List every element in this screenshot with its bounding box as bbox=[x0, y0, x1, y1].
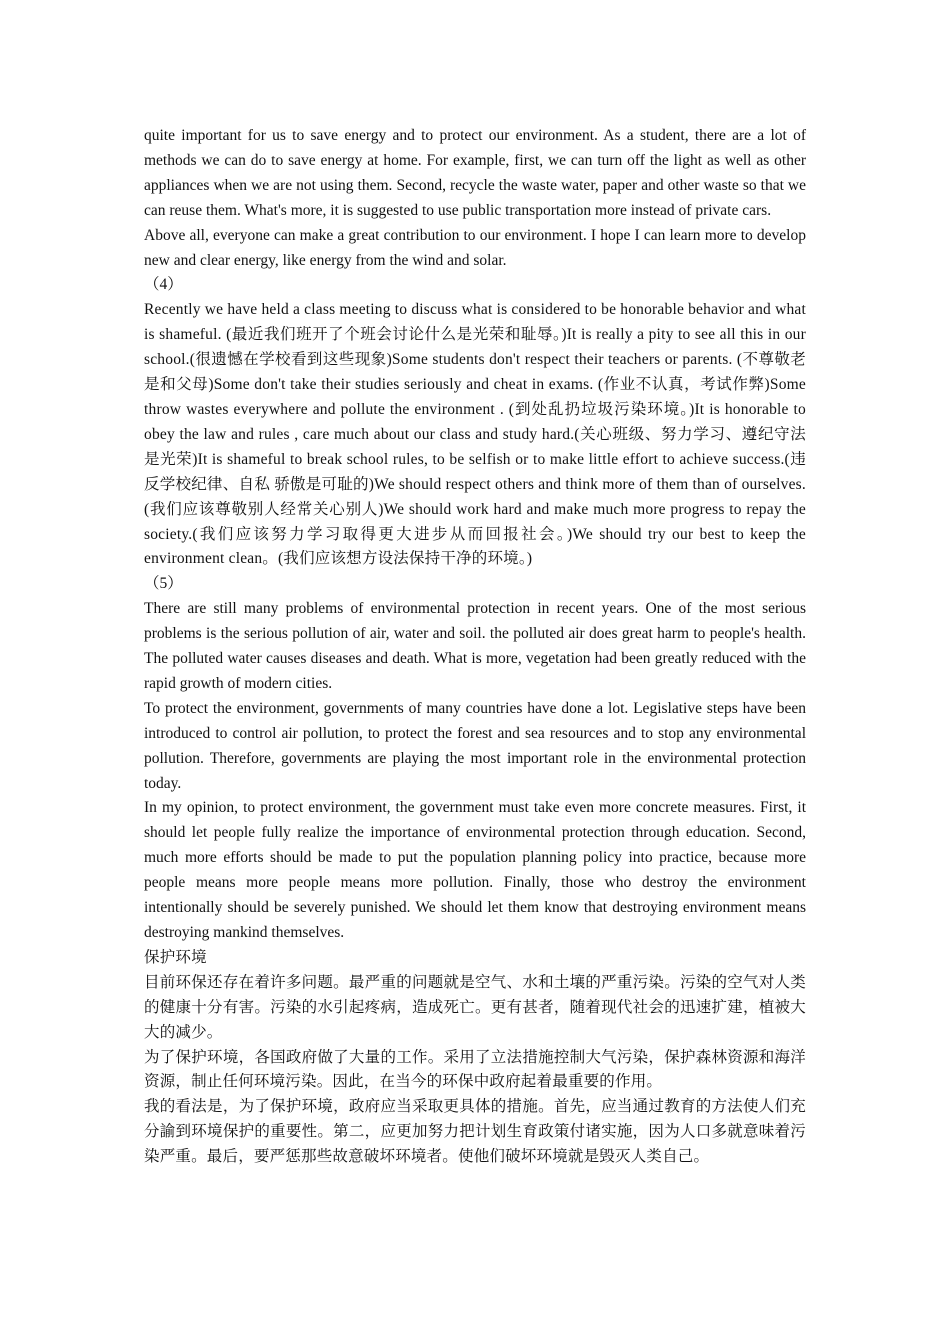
chinese-paragraph-government: 为了保护环境，各国政府做了大量的工作。采用了立法措施控制大气污染，保护森林资源和海洋资源，制止任何环境污染。因此，在当今的环保中政府起着最重要的作用。 bbox=[144, 1048, 806, 1091]
paragraph-opinion: In my opinion, to protect environment, the government must take even more concrete measures. First, it should let people fully realize the importance of environmental protection through education. Second, much more efforts should be made to put the population planning policy into practice, because more people means more people means more pollution. Finally, those who destroy the environment intentionally should be severely punished. We should let them know that destroying environment means destroying mankind themselves. bbox=[144, 799, 806, 941]
paragraph-pollution-problems: There are still many problems of environmental protection in recent years. One of the most serious problems is the serious pollution of air, water and soil. the polluted air does great harm to people's health. The polluted water causes diseases and death. What is more, vegetation had been greatly reduced with the rapid growth of modern cities. bbox=[144, 600, 806, 692]
paragraph-energy-saving: quite important for us to save energy and to protect our environment. As a student, there are a lot of methods we can do to save energy at home. For example, first, we can turn off the light as well as other appliances when we are not using them. Second, recycle the waste water, paper and other waste so that we can reuse them. What's more, it is suggested to use public transportation more instead of private cars. bbox=[144, 127, 806, 219]
chinese-title: 保护环境 bbox=[144, 948, 207, 966]
chinese-paragraph-opinion: 我的看法是，为了保护环境，政府应当采取更具体的措施。首先，应当通过教育的方法使人们充分諭到环境保护的重要性。第二，应更加努力把计划生育政策付诸实施，因为人口多就意味着污染严重。最后，要严惩那些故意破坏环境者。使他们破坏环境就是毁灭人类自己。 bbox=[144, 1098, 806, 1166]
section-number-5: （5） bbox=[144, 575, 183, 593]
paragraph-government-efforts: To protect the environment, governments of many countries have done a lot. Legislative steps have been introduced to control air pollution, to protect the forest and sea resources and to stop any environmental pollution. Therefore, governments are playing the most important role in the environmental protection today. bbox=[144, 699, 806, 792]
paragraph-energy-conclusion: Above all, everyone can make a great contribution to our environment. I hope I can learn more to develop new and clear energy, like energy from the wind and solar. bbox=[144, 226, 806, 269]
document-body bbox=[144, 124, 806, 1170]
paragraph-class-meeting: Recently we have held a class meeting to discuss what is considered to be honorable behavior and what is shameful. (最近我们班开了个班会讨论什么是光荣和耻辱。)It is really a pity to see all this in our school.(很遗憾在学校看到这些现象)Some students don't respect their teachers or parents. (不尊敬老是和父母)Some don't take their studies seriously and cheat in exams. (作业不认真，考试作弊)Some throw wastes everywhere and pollute the environment . (到处乱扔垃圾污染环境。)It is honorable to obey the law and rules , care much about our class and study hard.(关心班级、努力学习、遵纪守法是光荣)It is shameful to break school rules, to be selfish or to make little effort to achieve success.(违反学校纪律、自私 骄傲是可耻的)We should respect others and think more of them than of ourselves.(我们应该尊敬别人经常关心别人)We should work hard and make much more progress to repay the society.(我们应该努力学习取得更大进步从而回报社会。)We should try our best to keep the environment clean。(我们应该想方设法保持干净的环境。) bbox=[144, 301, 806, 568]
chinese-paragraph-problems: 目前环保还存在着许多问题。最严重的问题就是空气、水和土壤的严重污染。污染的空气对人类的健康十分有害。污染的水引起疼病，造成死亡。更有甚者，随着现代社会的迅速扩建，植被大大的减少。 bbox=[144, 973, 806, 1041]
section-number-4: （4） bbox=[144, 276, 183, 294]
